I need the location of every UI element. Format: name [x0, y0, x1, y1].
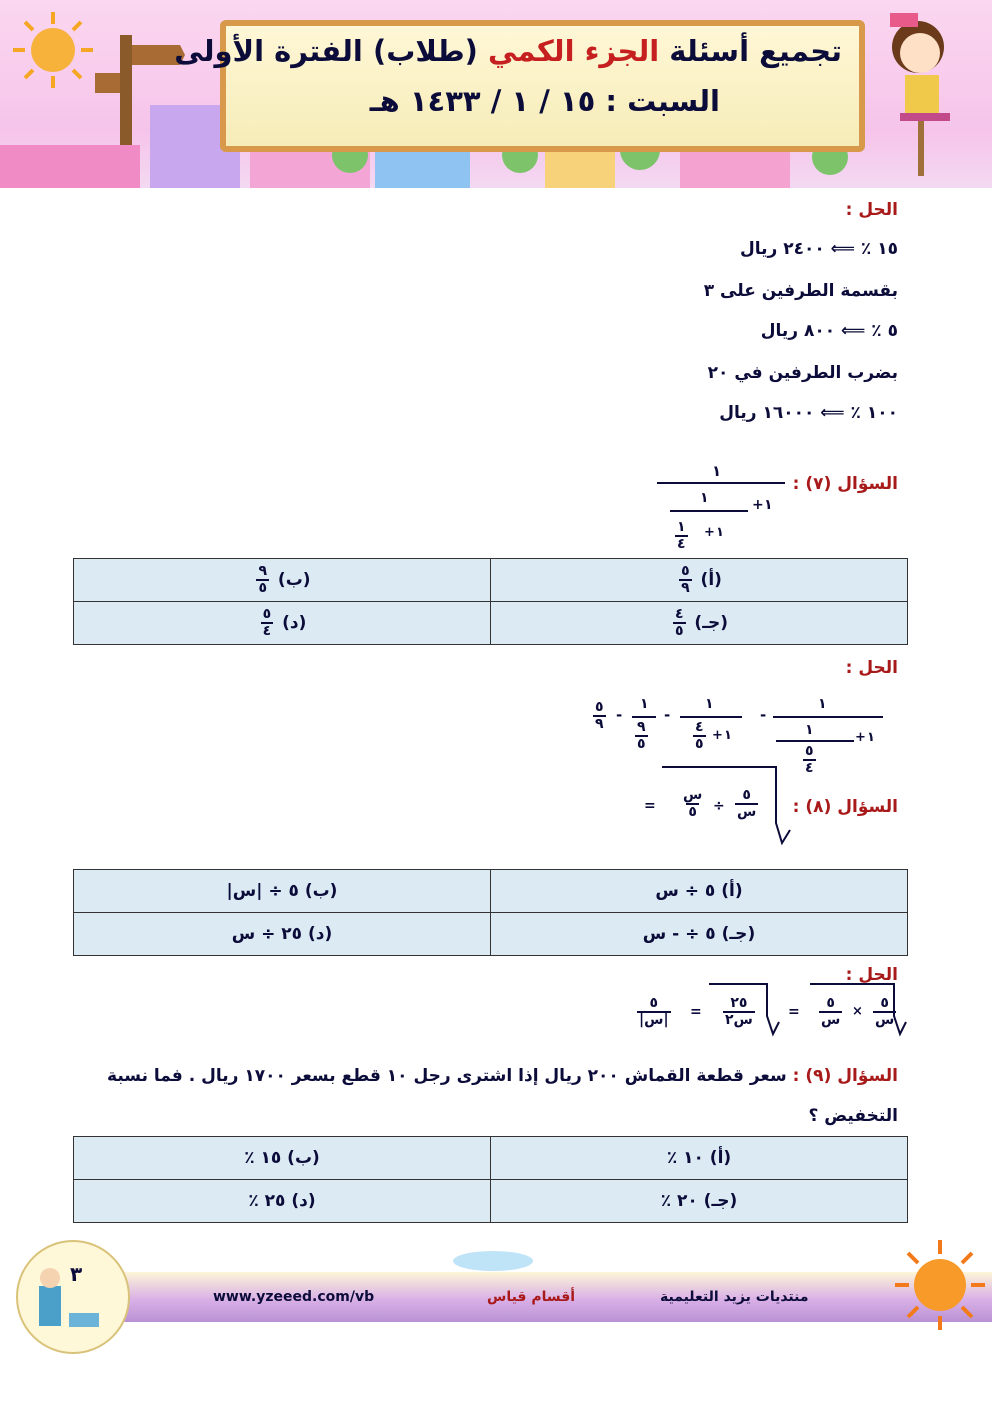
option-b[interactable]: (ب) ١٥ ٪ — [74, 1137, 491, 1180]
q7-one: ١ — [716, 525, 724, 540]
option-c[interactable]: (جـ) ٢٠ ٪ — [491, 1180, 908, 1223]
footer-section: أقسام قياس — [487, 1289, 576, 1305]
question-8-label: السؤال (٨) : — [792, 797, 898, 817]
q7s3-9-5: ٩ ٥ — [637, 719, 646, 752]
option-c[interactable]: (جـ) ٥ ÷ - س — [491, 913, 908, 956]
q7s3-num: ١ — [640, 696, 649, 712]
fraction-bar — [773, 716, 883, 718]
q8s-times: × — [852, 1004, 863, 1019]
solution-label: الحل : — [845, 658, 898, 678]
q8-options-table — [73, 869, 908, 956]
fraction-bar — [670, 510, 748, 512]
q8s-eq1: = — [788, 1004, 800, 1020]
question-9-line2: التخفيض ؟ — [808, 1106, 898, 1126]
q7s-one: ١ — [867, 730, 875, 745]
fraction-bar — [657, 482, 785, 484]
solution-step: بقسمة الطرفين على ٣ — [703, 281, 898, 301]
q7s-num: ١ — [818, 696, 827, 712]
q8-frac-s-5: س ٥ — [683, 787, 703, 820]
q8s-frac-25: ٢٥ س٢ — [725, 995, 753, 1028]
option-d[interactable]: (د) ٥ ٤ — [74, 602, 491, 645]
question-9-text: سعر قطعة القماش ٢٠٠ ريال إذا اشترى رجل ١٠ قطع بسعر ١٧٠٠ ريال . فما نسبة — [107, 1066, 787, 1086]
solution-label: الحل : — [845, 200, 898, 220]
q7-top-numerator: ١ — [712, 462, 722, 480]
fraction-bar — [632, 716, 656, 718]
footer-badge-illustration-icon — [14, 1238, 132, 1356]
q9-options-table — [73, 1136, 908, 1223]
q7-inner-numerator: ١ — [700, 490, 709, 506]
q8s-result: ٥ |س| — [639, 995, 669, 1028]
solution-step: بضرب الطرفين في ٢٠ — [707, 363, 898, 383]
footer-forum: منتديات يزيد التعليمية — [660, 1289, 809, 1305]
q7s3-eq: - — [616, 706, 623, 724]
question-9-line1 — [107, 1066, 898, 1086]
sun-icon — [893, 1238, 988, 1333]
option-b[interactable]: (ب) ٩ ٥ — [74, 559, 491, 602]
solution-step: ١٥ ٪ ⟸ ٢٤٠٠ ريال — [739, 239, 898, 259]
q7s-plus: + — [855, 730, 866, 745]
question-7-label: السؤال (٧) : — [792, 474, 898, 494]
q8s-frac-5-s2: ٥ س — [821, 995, 841, 1028]
option-a[interactable]: (أ) ١٠ ٪ — [491, 1137, 908, 1180]
option-a[interactable]: (أ) ٥ ÷ س — [491, 870, 908, 913]
q7-plus: + — [752, 497, 764, 513]
question-9-label: السؤال (٩) : — [792, 1066, 898, 1086]
q7-plus: + — [704, 525, 715, 540]
solution-step: ١٠٠ ٪ ⟸ ١٦٠٠٠ ريال — [719, 403, 898, 423]
q8s-eq2: = — [690, 1004, 702, 1020]
option-b[interactable]: (ب) ٥ ÷ |س| — [74, 870, 491, 913]
footer-url[interactable]: www.yzeeed.com/vb — [213, 1289, 375, 1305]
page-number: ٣ — [70, 1262, 83, 1286]
option-d[interactable]: (د) ٢٥ ÷ س — [74, 913, 491, 956]
q7-quarter: ١ ٤ — [677, 519, 686, 552]
q7s2-eq: - — [664, 706, 671, 724]
q7s-5-4: ٥ ٤ — [805, 743, 814, 776]
q7s2-num: ١ — [705, 696, 714, 712]
girl-illustration-icon — [870, 5, 980, 185]
option-c[interactable]: (جـ) ٤ ٥ — [491, 602, 908, 645]
q8-div: ÷ — [713, 798, 725, 814]
option-a[interactable]: (أ) ٥ ٩ — [491, 559, 908, 602]
solution-step: ٥ ٪ ⟸ ٨٠٠ ريال — [760, 321, 898, 341]
q7-options-table — [73, 558, 908, 645]
solution-label: الحل : — [845, 965, 898, 985]
page-title: تجميع أسئلة الجزء الكمي (طلاب) الفترة الأولى — [174, 34, 842, 68]
q7s2-one: ١ — [724, 728, 732, 743]
q8-eq: = — [644, 798, 656, 814]
q7s2-plus: + — [712, 728, 723, 743]
fraction-bar — [680, 716, 742, 718]
q8-frac-5-s: ٥ س — [737, 787, 757, 820]
q7s-inner-num: ١ — [805, 722, 814, 738]
q7s2-4-5: ٤ ٥ — [695, 719, 704, 752]
q7s-eq: - — [760, 706, 767, 724]
q8s-frac-5-s: ٥ س — [875, 995, 895, 1028]
option-d[interactable]: (د) ٢٥ ٪ — [74, 1180, 491, 1223]
sun-icon — [8, 10, 98, 90]
header-banner — [0, 0, 992, 188]
date-line: السبت : ١٥ / ١ / ١٤٣٣ هـ — [369, 84, 720, 118]
fraction-bar — [776, 740, 854, 742]
cloud-icon — [448, 1246, 538, 1274]
q7s-result: ٥ ٩ — [595, 699, 604, 732]
q7-one: ١ — [764, 497, 773, 513]
